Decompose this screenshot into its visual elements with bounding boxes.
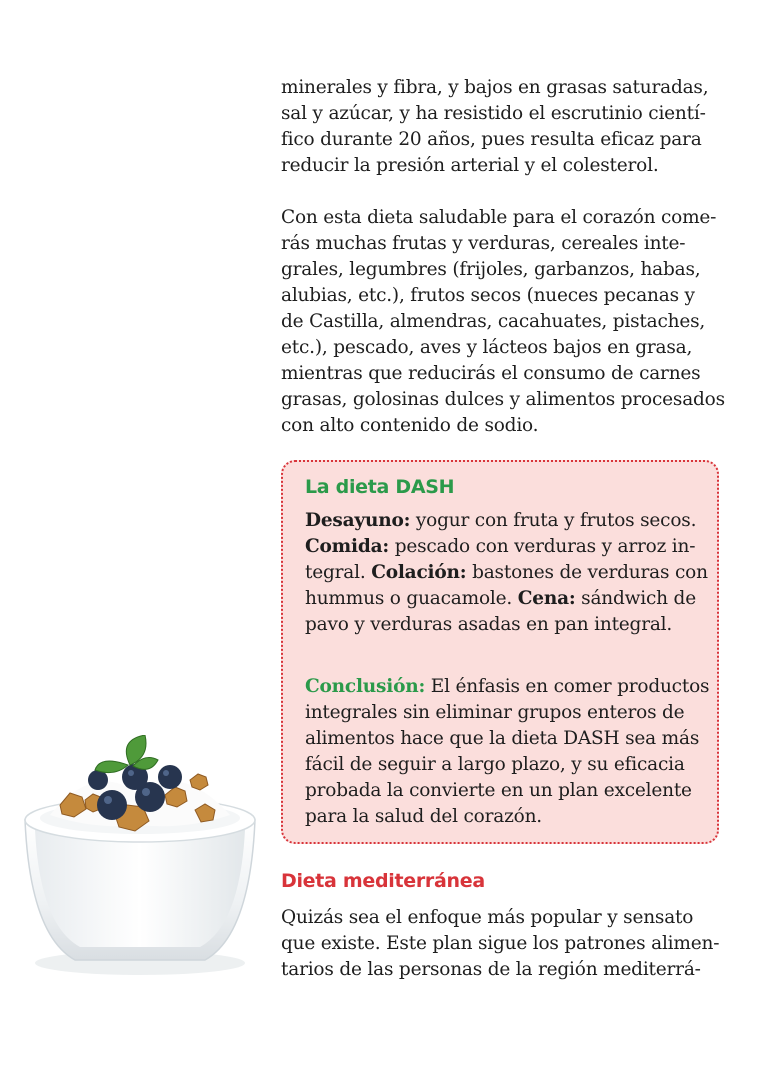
- text-line: minerales y fibra, y bajos en grasas saturadas,: [281, 77, 709, 98]
- text-line: etc.), pescado, aves y lácteos bajos en grasa,: [281, 337, 693, 358]
- text-line: mientras que reducirás el consumo de carnes: [281, 363, 701, 384]
- text-line: integrales sin eliminar grupos enteros de: [305, 702, 685, 723]
- section-heading: Dieta mediterránea: [281, 870, 485, 892]
- text-line: alimentos hace que la dieta DASH sea más: [305, 728, 700, 749]
- menu-line-snack: [305, 560, 715, 586]
- text-line: de Castilla, almendras, cacahuates, pistaches,: [281, 311, 706, 332]
- paragraph-3: [281, 905, 729, 983]
- text-line: rás muchas frutas y verduras, cereales inte-: [281, 233, 686, 254]
- meal-label: Cena:: [517, 588, 576, 609]
- sidebar-menu: [305, 508, 715, 638]
- menu-line-breakfast: [305, 508, 715, 534]
- meal-text: tegral.: [305, 562, 372, 583]
- meal-text: sándwich de: [575, 588, 696, 609]
- text-line: grales, legumbres (frijoles, garbanzos, habas,: [281, 259, 701, 280]
- text-line: para la salud del corazón.: [305, 806, 542, 827]
- text-line: grasas, golosinas dulces y alimentos procesados: [281, 389, 725, 410]
- paragraph-1: [281, 75, 729, 179]
- conclusion-first-line: [305, 674, 715, 700]
- menu-line-lunch: [305, 534, 715, 560]
- text-line: alubias, etc.), frutos secos (nueces pecanas y: [281, 285, 695, 306]
- meal-text: hummus o guacamole.: [305, 588, 518, 609]
- text-line: sal y azúcar, y ha resistido el escrutinio cientí-: [281, 103, 706, 124]
- paragraph-2: [281, 205, 729, 439]
- text-line: tarios de las personas de la región mediterrá-: [281, 959, 701, 980]
- menu-line-dinner: [305, 586, 715, 612]
- sidebar-title: La dieta DASH: [305, 476, 455, 498]
- conclusion-text: El énfasis en comer productos: [425, 676, 710, 697]
- meal-text: bastones de verduras con: [466, 562, 708, 583]
- yogurt-bowl-image: [0, 735, 280, 990]
- conclusion-label: Conclusión:: [305, 676, 426, 697]
- text-line: Quizás sea el enfoque más popular y sensato: [281, 907, 694, 928]
- meal-label: Colación:: [371, 562, 467, 583]
- text-line: fico durante 20 años, pues resulta eficaz para: [281, 129, 702, 150]
- meal-label: Comida:: [305, 536, 390, 557]
- meal-label: Desayuno:: [305, 510, 411, 531]
- meal-text: yogur con fruta y frutos secos.: [410, 510, 697, 531]
- text-line: Con esta dieta saludable para el corazón come-: [281, 207, 717, 228]
- menu-line: pavo y verduras asadas en pan integral.: [305, 614, 673, 635]
- sidebar-conclusion: [305, 674, 715, 830]
- text-line: que existe. Este plan sigue los patrones alimen-: [281, 933, 720, 954]
- text-line: con alto contenido de sodio.: [281, 415, 539, 436]
- text-line: fácil de seguir a largo plazo, y su eficacia: [305, 754, 685, 775]
- text-line: probada la convierte en un plan excelente: [305, 780, 692, 801]
- dash-diet-sidebar: [281, 460, 719, 844]
- text-line: reducir la presión arterial y el colesterol.: [281, 155, 659, 176]
- meal-text: pescado con verduras y arroz in-: [389, 536, 696, 557]
